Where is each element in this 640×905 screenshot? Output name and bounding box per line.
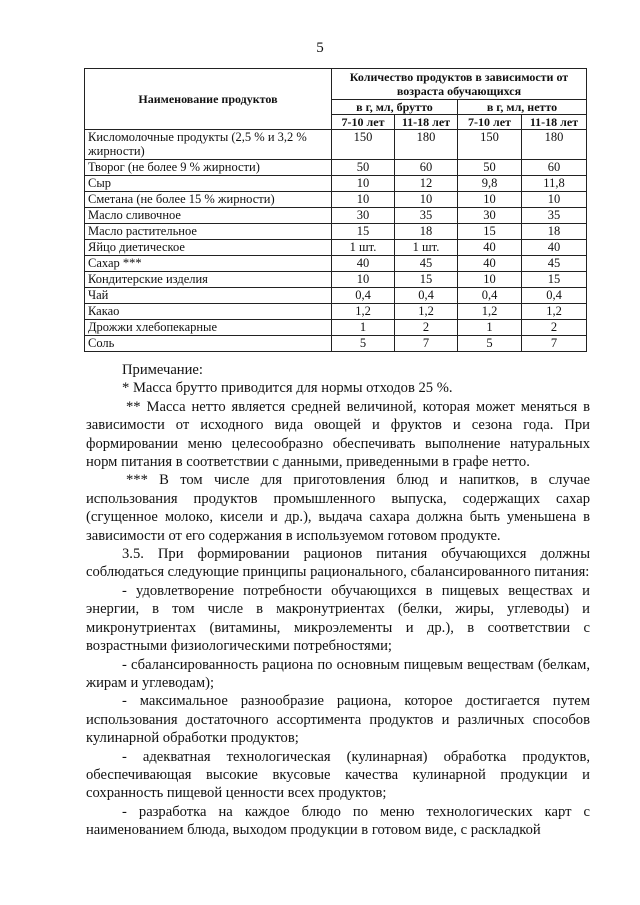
quantity-cell-net-11-18: 60: [522, 160, 587, 176]
quantity-cell-net-7-10: 30: [458, 208, 522, 224]
table-row: [85, 192, 587, 208]
column-header-net: в г, мл, нетто: [458, 100, 587, 115]
note-net: ** Масса нетто является средней величиной, которая может меняться в зависимости от исходного вида овощей и фруктов и сезона года. При формировании меню целесообразно обеспечивать выполнение натуральных норм питания в соответствии с данными, приведенными в графе нетто.: [86, 398, 590, 471]
column-header-gross-11-18: 11-18 лет: [395, 115, 458, 130]
quantity-cell-gross-7-10: 1 шт.: [332, 240, 395, 256]
quantity-cell-gross-7-10: 10: [332, 272, 395, 288]
quantity-cell-gross-11-18: 18: [395, 224, 458, 240]
column-header-product-name: Наименование продуктов: [85, 69, 332, 130]
quantity-cell-net-11-18: 0,4: [522, 288, 587, 304]
table-row: [85, 320, 587, 336]
product-name-cell: Масло растительное: [85, 224, 332, 240]
quantity-cell-net-7-10: 1,2: [458, 304, 522, 320]
quantity-cell-net-11-18: 18: [522, 224, 587, 240]
quantity-cell-net-7-10: 10: [458, 272, 522, 288]
quantity-cell-gross-7-10: 10: [332, 192, 395, 208]
products-table: [84, 68, 587, 352]
quantity-cell-net-7-10: 40: [458, 256, 522, 272]
table-row: [85, 208, 587, 224]
section-3-5-intro: 3.5. При формировании рационов питания обучающихся должны соблюдаться следующие принципы рационального, сбалансированного питания:: [86, 546, 590, 581]
page-number: 5: [316, 40, 324, 56]
quantity-cell-gross-11-18: 1 шт.: [395, 240, 458, 256]
principle-item: - удовлетворение потребности обучающихся в пищевых веществах и энергии, в том числе в макронутриентах (белки, жиры, углеводы) и микронутриентах (витамины, микроэлементы и др.), в соответствии с возрастными физиологическими потребностями;: [86, 582, 590, 655]
product-name-cell: Кондитерские изделия: [85, 272, 332, 288]
quantity-cell-net-7-10: 5: [458, 336, 522, 352]
table-row: [85, 288, 587, 304]
notes-and-section: [86, 361, 590, 840]
product-name-cell: Кисломолочные продукты (2,5 % и 3,2 % жирности): [85, 130, 332, 160]
quantity-cell-net-11-18: 35: [522, 208, 587, 224]
quantity-cell-gross-11-18: 180: [395, 130, 458, 160]
column-header-quantity: Количество продуктов в зависимости от возраста обучающихся: [332, 69, 587, 100]
quantity-cell-net-11-18: 2: [522, 320, 587, 336]
principle-item: - разработка на каждое блюдо по меню технологических карт с наименованием блюда, выходом продукции в готовом виде, с раскладкой: [86, 803, 590, 839]
column-header-gross-7-10: 7-10 лет: [332, 115, 395, 130]
quantity-cell-gross-11-18: 15: [395, 272, 458, 288]
quantity-cell-gross-11-18: 0,4: [395, 288, 458, 304]
column-header-gross: в г, мл, брутто: [332, 100, 458, 115]
product-name-cell: Яйцо диетическое: [85, 240, 332, 256]
quantity-cell-gross-11-18: 35: [395, 208, 458, 224]
notes-title: Примечание:: [122, 362, 203, 378]
quantity-cell-net-11-18: 10: [522, 192, 587, 208]
product-name-cell: Какао: [85, 304, 332, 320]
quantity-cell-gross-7-10: 40: [332, 256, 395, 272]
quantity-cell-net-7-10: 10: [458, 192, 522, 208]
table-row: [85, 130, 587, 160]
quantity-cell-gross-11-18: 45: [395, 256, 458, 272]
quantity-cell-net-11-18: 7: [522, 336, 587, 352]
quantity-cell-gross-7-10: 30: [332, 208, 395, 224]
note-sugar: *** В том числе для приготовления блюд и напитков, в случае использования продуктов промышленного выпуска, содержащих сахар (сгущенное молоко, кисели и др.), выдача сахара должна быть уменьшена в зависимости от его содержания в используемом готовом продукте.: [86, 472, 590, 544]
product-name-cell: Сыр: [85, 176, 332, 192]
product-name-cell: Соль: [85, 336, 332, 352]
table-row: [85, 224, 587, 240]
table-row: [85, 160, 587, 176]
note-gross: * Масса брутто приводится для нормы отходов 25 %.: [122, 380, 453, 397]
quantity-cell-gross-11-18: 1,2: [395, 304, 458, 320]
product-name-cell: Чай: [85, 288, 332, 304]
quantity-cell-gross-7-10: 0,4: [332, 288, 395, 304]
product-name-cell: Сметана (не более 15 % жирности): [85, 192, 332, 208]
table-row: [85, 304, 587, 320]
quantity-cell-gross-11-18: 10: [395, 192, 458, 208]
quantity-cell-net-7-10: 150: [458, 130, 522, 160]
quantity-cell-net-11-18: 11,8: [522, 176, 587, 192]
column-header-net-11-18: 11-18 лет: [522, 115, 587, 130]
quantity-cell-gross-11-18: 12: [395, 176, 458, 192]
principle-item: - адекватная технологическая (кулинарная) обработка продуктов, обеспечивающая высокие вкусовые качества кулинарной продукции и сохранность пищевой ценности всех продуктов;: [86, 748, 590, 802]
table-row: [85, 272, 587, 288]
quantity-cell-net-7-10: 1: [458, 320, 522, 336]
table-row: [85, 256, 587, 272]
quantity-cell-net-7-10: 50: [458, 160, 522, 176]
quantity-cell-gross-7-10: 1: [332, 320, 395, 336]
quantity-cell-gross-7-10: 5: [332, 336, 395, 352]
quantity-cell-gross-7-10: 1,2: [332, 304, 395, 320]
principle-item: - сбалансированность рациона по основным пищевым веществам (белкам, жирам и углеводам);: [86, 656, 590, 691]
quantity-cell-net-7-10: 9,8: [458, 176, 522, 192]
quantity-cell-net-11-18: 40: [522, 240, 587, 256]
quantity-cell-gross-11-18: 2: [395, 320, 458, 336]
quantity-cell-net-11-18: 180: [522, 130, 587, 160]
quantity-cell-gross-11-18: 7: [395, 336, 458, 352]
column-header-net-7-10: 7-10 лет: [458, 115, 522, 130]
quantity-cell-net-7-10: 15: [458, 224, 522, 240]
quantity-cell-gross-7-10: 150: [332, 130, 395, 160]
quantity-cell-net-11-18: 45: [522, 256, 587, 272]
product-name-cell: Творог (не более 9 % жирности): [85, 160, 332, 176]
quantity-cell-net-7-10: 0,4: [458, 288, 522, 304]
principle-item: - максимальное разнообразие рациона, которое достигается путем использования достаточного ассортимента продуктов и различных способов кулинарной обработки продуктов;: [86, 693, 590, 747]
table-row: [85, 240, 587, 256]
quantity-cell-gross-7-10: 50: [332, 160, 395, 176]
table-row: [85, 176, 587, 192]
quantity-cell-net-11-18: 15: [522, 272, 587, 288]
quantity-cell-net-11-18: 1,2: [522, 304, 587, 320]
product-name-cell: Масло сливочное: [85, 208, 332, 224]
table-body: [85, 130, 587, 352]
product-name-cell: Сахар ***: [85, 256, 332, 272]
quantity-cell-gross-7-10: 15: [332, 224, 395, 240]
quantity-cell-gross-11-18: 60: [395, 160, 458, 176]
table-row: [85, 336, 587, 352]
quantity-cell-net-7-10: 40: [458, 240, 522, 256]
quantity-cell-gross-7-10: 10: [332, 176, 395, 192]
product-name-cell: Дрожжи хлебопекарные: [85, 320, 332, 336]
